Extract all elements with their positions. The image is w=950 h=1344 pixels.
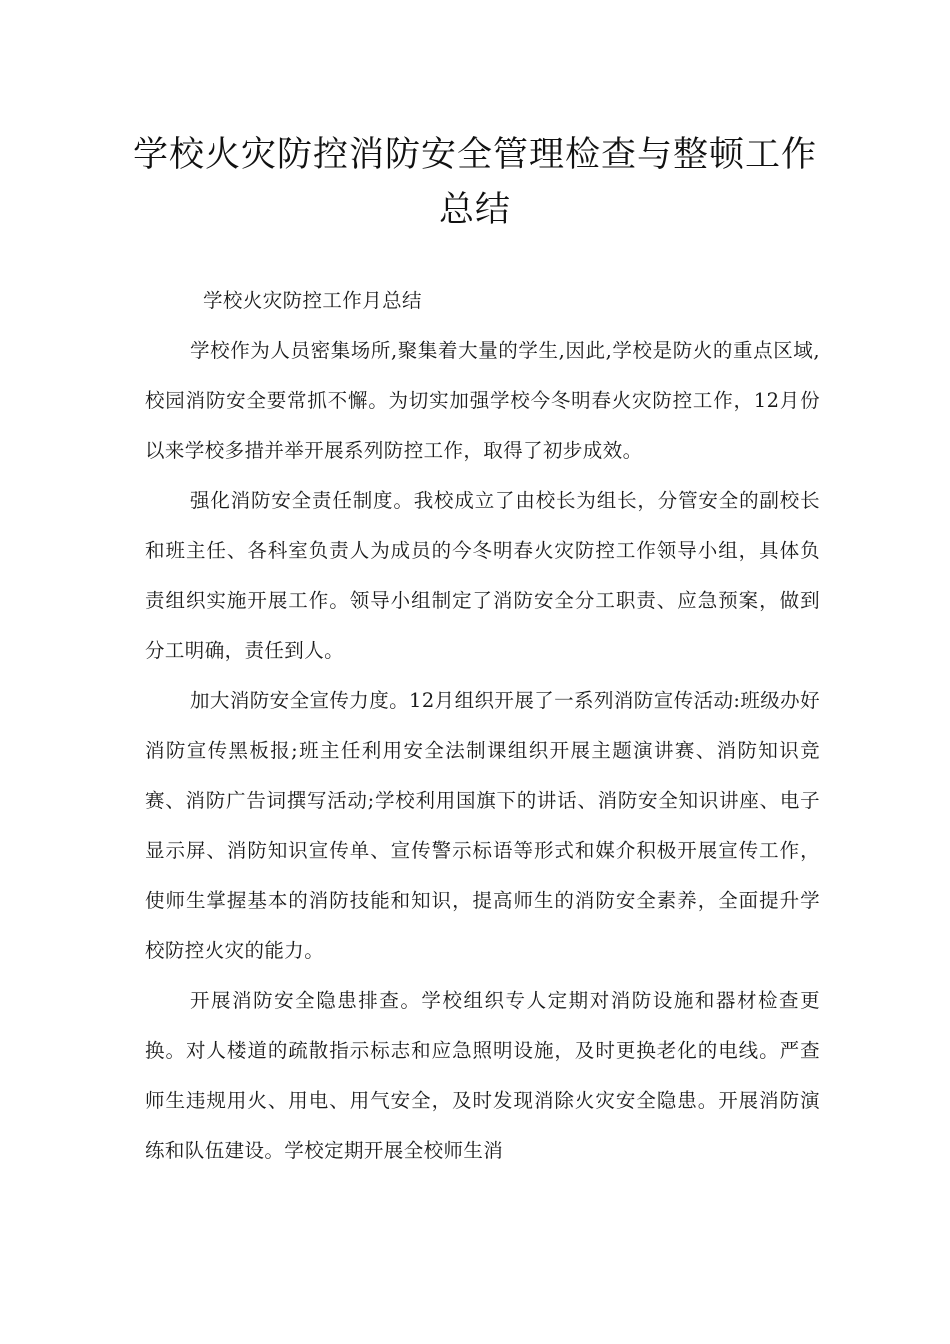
paragraph-publicity: 加大消防安全宣传力度。12月组织开展了一系列消防宣传活动:班级办好消防宣传黑板报;班主任利用安全法制课组织开展主题演讲赛、消防知识竞赛、消防广告词撰写活动;学校利用国旗下的讲话、消防安全知识讲座、电子显示屏、消防知识宣传单、宣传警示标语等形式和媒介积极开展宣传工作，使师生掌握基本的消防技能和知识，提高师生的消防安全素养，全面提升学校防控火灾的能力。 — [145, 689, 820, 962]
paragraph-inspection: 开展消防安全隐患排查。学校组织专人定期对消防设施和器材检查更换。对人楼道的疏散指示标志和应急照明设施，及时更换老化的电线。严查师生违规用火、用电、用气安全，及时发现消除火灾安全隐患。开展消防演练和队伍建设。学校定期开展全校师生消 — [145, 989, 820, 1162]
paragraph-intro: 学校作为人员密集场所,聚集着大量的学生,因此,学校是防火的重点区域,校园消防安全要常抓不懈。为切实加强学校今冬明春火灾防控工作，12月份以来学校多措并举开展系列防控工作，取得了初步成效。 — [145, 339, 820, 462]
document-title: 学校火灾防控消防安全管理检查与整顿工作总结 — [132, 135, 817, 230]
paragraph-responsibility: 强化消防安全责任制度。我校成立了由校长为组长，分管安全的副校长和班主任、各科室负责人为成员的今冬明春火灾防控工作领导小组，具体负责组织实施开展工作。领导小组制定了消防安全分工职责、应急预案，做到分工明确，责任到人。 — [145, 489, 820, 662]
document-subtitle: 学校火灾防控工作月总结 — [203, 289, 422, 312]
document-body — [145, 276, 820, 1176]
